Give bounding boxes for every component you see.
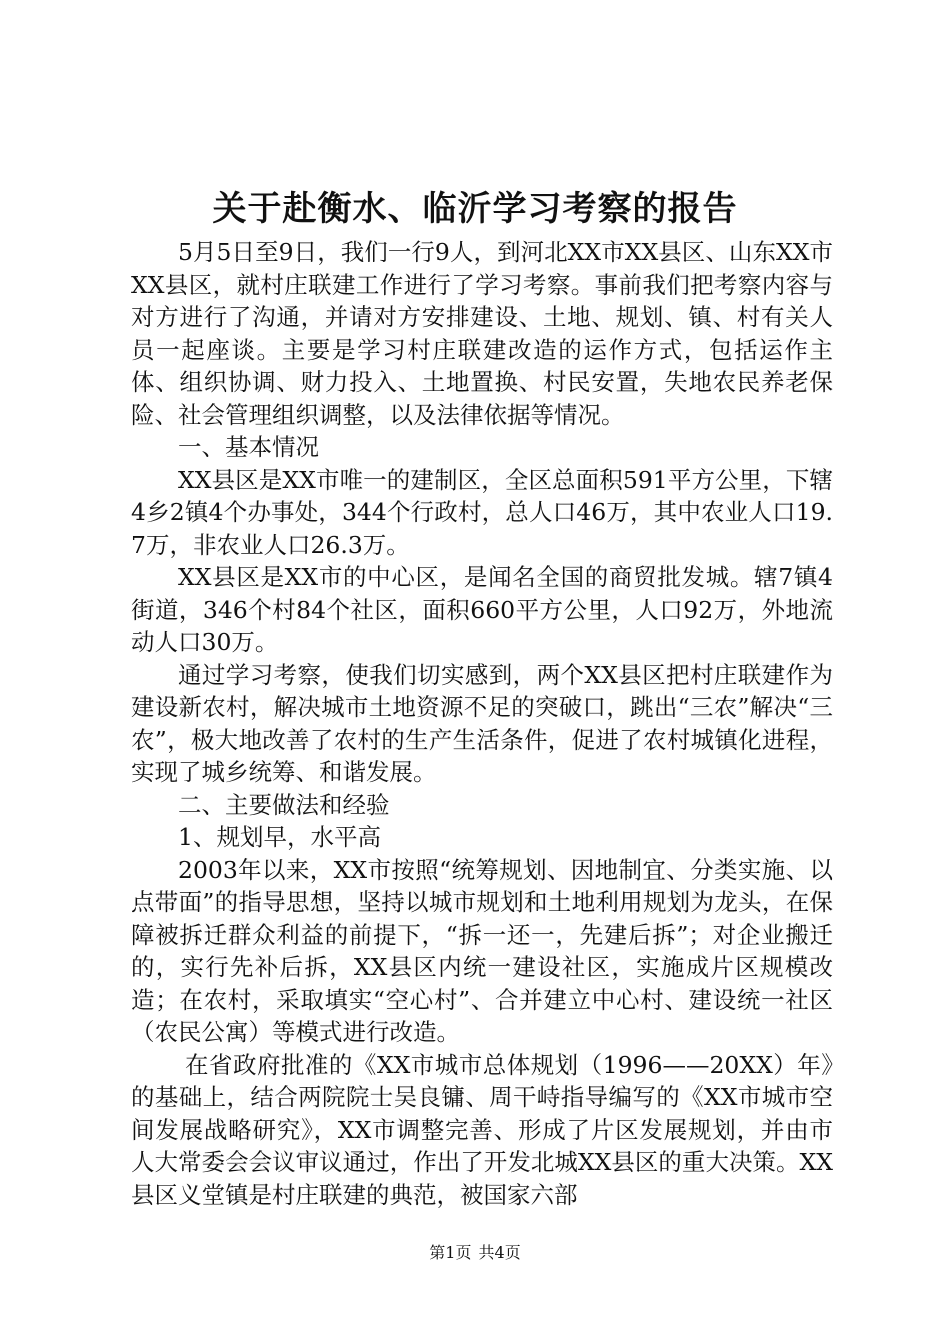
paragraph-basic-2: XX县区是XX市的中心区，是闻名全国的商贸批发城。辖7镇4街道，346个村84个社区，面积660平方公里，人口92万，外地流动人口30万。 [131, 563, 833, 656]
paragraph-planning-1: 2003年以来，XX市按照“统筹规划、因地制宜、分类实施、以点带面”的指导思想，坚持以城市规划和土地利用规划为龙头，在保障被拆迁群众利益的前提下，“拆一还一，先建后拆”；对企业搬迁的，实行先补后拆，XX县区内统一建设社区，实施成片区规模改造；在农村，采取填实“空心村”、合并建立中心村、建设统一社区（农民公寓）等模式进行改造。 [131, 855, 833, 1046]
page-footer: 第1页 共4页 [429, 1243, 521, 1262]
document-body [131, 236, 833, 1211]
section-heading-practices: 二、主要做法和经验 [178, 790, 390, 819]
paragraph-planning-2: 在省政府批准的《XX市城市总体规划（1996——20XX）年》的基础上，结合两院院士吴良镛、周干峙指导编写的《XX市城市空间发展战略研究》，XX市调整完善、形成了片区发展规划，并由市人大常委会会议审议通过，作出了开发北城XX县区的重大决策。XX县区义堂镇是村庄联建的典范，被国家六部 [131, 1050, 833, 1209]
subsection-heading-planning: 1、规划早，水平高 [178, 823, 381, 851]
section-heading-basic: 一、基本情况 [178, 433, 319, 461]
document-title: 关于赴衡水、临沂学习考察的报告 [212, 189, 738, 229]
paragraph-basic-1: XX县区是XX市唯一的建制区，全区总面积591平方公里，下辖4乡2镇4个办事处，344个行政村，总人口46万，其中农业人口19.7万，非农业人口26.3万。 [131, 465, 833, 559]
paragraph-intro: 5月5日至9日，我们一行9人，到河北XX市XX县区、山东XX市XX县区，就村庄联建工作进行了学习考察。事前我们把考察内容与对方进行了沟通，并请对方安排建设、土地、规划、镇、村有关人员一起座谈。主要是学习村庄联建改造的运作方式，包括运作主体、组织协调、财力投入、土地置换、村民安置，失地农民养老保险、社会管理组织调整，以及法律依据等情况。 [131, 238, 833, 429]
paragraph-basic-3: 通过学习考察，使我们切实感到，两个XX县区把村庄联建作为建设新农村，解决城市土地资源不足的突破口，跳出“三农”解决“三农”，极大地改善了农村的生产生活条件，促进了农村城镇化进程，实现了城乡统筹、和谐发展。 [131, 660, 833, 786]
